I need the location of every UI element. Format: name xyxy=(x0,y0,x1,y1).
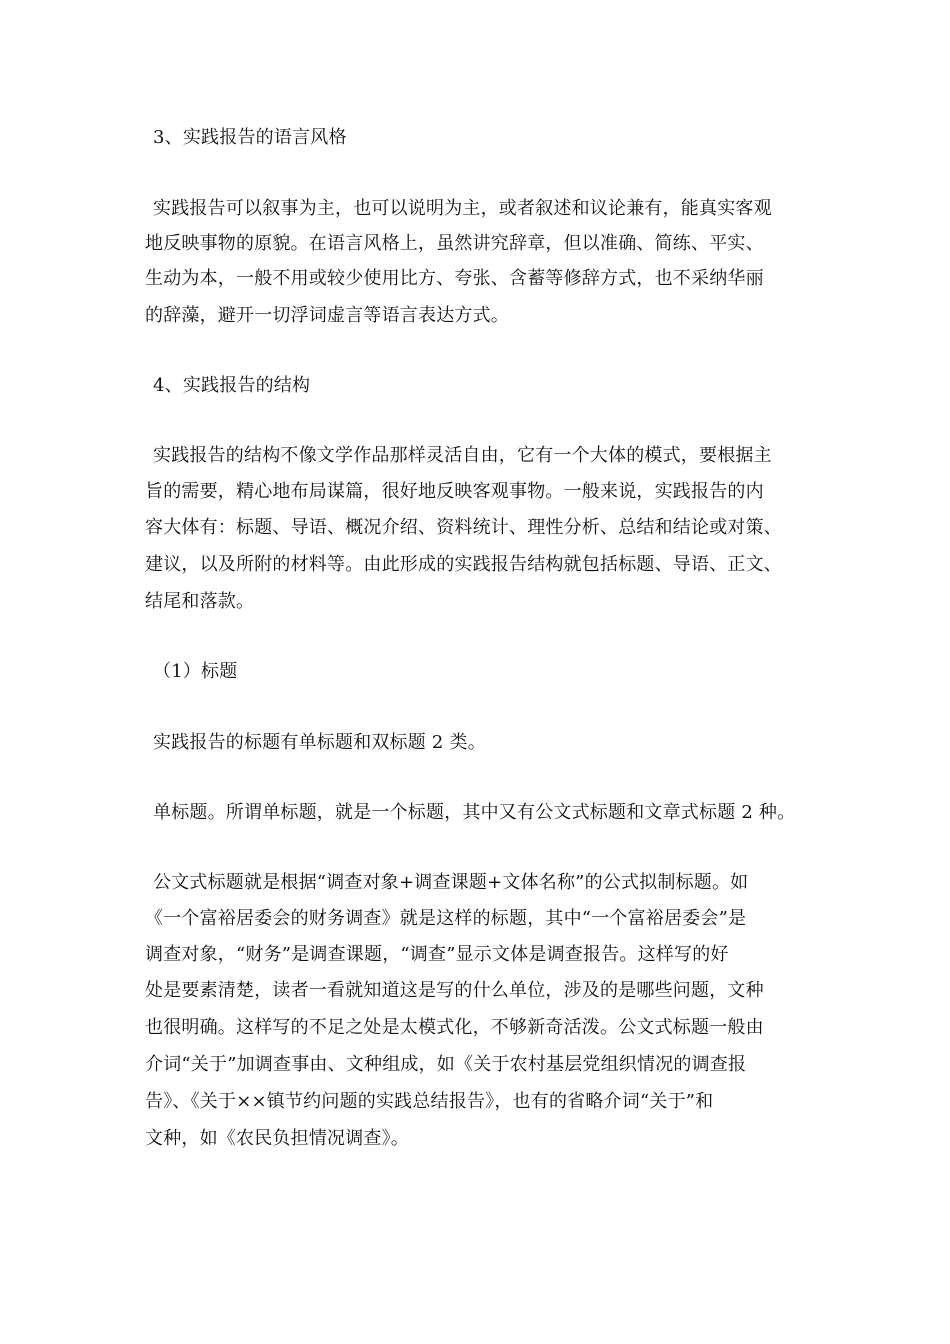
paragraph-line: 容大体有：标题、导语、概况介绍、资料统计、理性分析、总结和结论或对策、 xyxy=(145,517,782,538)
paragraph-line: 处是要素清楚，读者一看就知道这是写的什么单位，涉及的是哪些问题，文种 xyxy=(145,980,764,1001)
paragraph-line: 调查对象，“财务”是调查课题，“调查”显示文体是调查报告。这样写的好 xyxy=(145,944,729,965)
paragraph-line: 生动为本，一般不用或较少使用比方、夸张、含蓄等修辞方式，也不采纳华丽 xyxy=(145,268,764,289)
paragraph-line: 文种，如《农民负担情况调查》。 xyxy=(145,1128,409,1149)
paragraph-line: 《一个富裕居委会的财务调查》就是这样的标题，其中“一个富裕居委会”是 xyxy=(145,908,747,929)
paragraph-line: 地反映事物的原貌。在语言风格上，虽然讲究辞章，但以准确、简练、平实、 xyxy=(145,233,764,254)
paragraph-line: 实践报告的标题有单标题和双标题 2 类。 xyxy=(153,732,486,753)
subheading-title: （1）标题 xyxy=(153,661,238,682)
paragraph-line: 实践报告的结构不像文学作品那样灵活自由，它有一个大体的模式，要根据主 xyxy=(153,445,772,466)
paragraph-line: 建议，以及所附的材料等。由此形成的实践报告结构就包括标题、导语、正文、 xyxy=(145,554,782,575)
paragraph-line: 旨的需要，精心地布局谋篇，很好地反映客观事物。一般来说，实践报告的内 xyxy=(145,481,764,502)
paragraph-line: 公文式标题就是根据“调查对象+调查课题+文体名称”的公式拟制标题。如 xyxy=(153,872,749,893)
paragraph-line: 结尾和落款。 xyxy=(145,591,255,612)
paragraph-line: 告》、《关于××镇节约问题的实践总结报告》，也有的省略介词“关于”和 xyxy=(145,1091,714,1112)
paragraph-line: 实践报告可以叙事为主，也可以说明为主，或者叙述和议论兼有，能真实客观 xyxy=(153,198,772,219)
paragraph-line: 的辞藻，避开一切浮词虚言等语言表达方式。 xyxy=(145,305,509,326)
paragraph-line: 单标题。所谓单标题，就是一个标题，其中又有公文式标题和文章式标题 2 种。 xyxy=(153,802,796,823)
section-heading-language-style: 3、实践报告的语言风格 xyxy=(153,127,347,148)
paragraph-line: 介词“关于”加调查事由、文种组成，如《关于农村基层党组织情况的调查报 xyxy=(145,1054,747,1075)
paragraph-line: 也很明确。这样写的不足之处是太模式化，不够新奇活泼。公文式标题一般由 xyxy=(145,1017,764,1038)
section-heading-structure: 4、实践报告的结构 xyxy=(153,375,311,396)
